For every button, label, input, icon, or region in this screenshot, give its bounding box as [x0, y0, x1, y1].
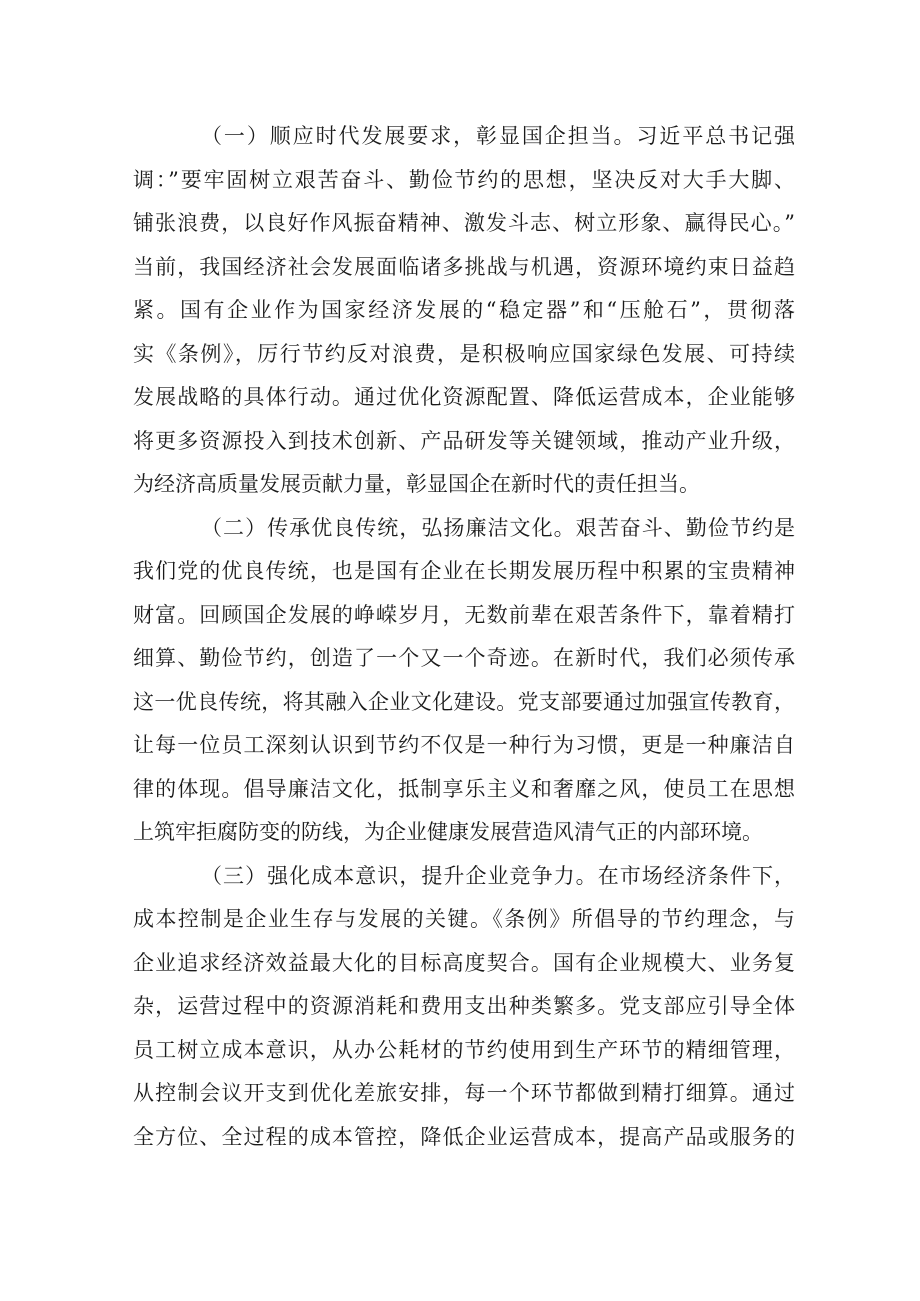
text-line: 员工树立成本意识，从办公耗材的节约使用到生产环节的精细管理， — [133, 1037, 795, 1062]
text-line: 当前，我国经济社会发展面临诸多挑战与机遇，资源环境约束日益趋 — [133, 254, 795, 279]
text-line: （一）顺应时代发展要求，彰显国企担当。习近平总书记强 — [201, 124, 795, 148]
text-line: 律的体现。倡导廉洁文化，抵制享乐主义和奢靡之风，使员工在思想 — [133, 776, 795, 801]
text-line: 上筑牢拒腐防变的防线，为企业健康发展营造风清气正的内部环境。 — [133, 820, 763, 844]
text-line: 铺张浪费，以良好作风振奋精神、激发斗志、树立形象、赢得民心。” — [133, 211, 795, 235]
text-line: （三）强化成本意识，提升企业竞争力。在市场经济条件下， — [201, 863, 795, 888]
text-line: 企业追求经济效益最大化的目标高度契合。国有企业规模大、业务复 — [133, 950, 795, 975]
text-line: 为经济高质量发展贡献力量，彰显国企在新时代的责任担当。 — [133, 472, 700, 496]
paragraph — [133, 855, 795, 1160]
document-body — [133, 115, 795, 1159]
paragraph — [133, 507, 795, 855]
text-line: 调：”要牢固树立艰苦奋斗、勤俭节约的思想，坚决反对大手大脚、 — [133, 167, 795, 192]
text-line: 紧。国有企业作为国家经济发展的“稳定器”和“压舱石”，贯彻落 — [133, 298, 795, 322]
paragraph — [133, 115, 795, 507]
text-line: 实《条例》，厉行节约反对浪费，是积极响应国家绿色发展、可持续 — [133, 341, 795, 366]
text-line: 细算、勤俭节约，创造了一个又一个奇迹。在新时代，我们必须传承 — [133, 646, 795, 670]
text-line: 发展战略的具体行动。通过优化资源配置、降低运营成本，企业能够 — [133, 385, 795, 409]
text-line: 将更多资源投入到技术创新、产品研发等关键领域，推动产业升级， — [133, 428, 795, 453]
text-line: 这一优良传统，将其融入企业文化建设。党支部要通过加强宣传教育， — [133, 689, 795, 714]
text-line: 杂，运营过程中的资源消耗和费用支出种类繁多。党支部应引导全体 — [133, 994, 795, 1018]
text-line: 从控制会议开支到优化差旅安排，每一个环节都做到精打细算。通过 — [133, 1081, 795, 1105]
text-line: 成本控制是企业生存与发展的关键。《条例》所倡导的节约理念，与 — [133, 907, 795, 931]
text-line: 全方位、全过程的成本管控，降低企业运营成本，提高产品或服务的 — [133, 1124, 795, 1149]
text-line: 让每一位员工深刻认识到节约不仅是一种行为习惯，更是一种廉洁自 — [133, 733, 795, 757]
text-line: 财富。回顾国企发展的峥嵘岁月，无数前辈在艰苦条件下，靠着精打 — [133, 602, 795, 627]
text-line: （二）传承优良传统，弘扬廉洁文化。艰苦奋斗、勤俭节约是 — [201, 515, 795, 540]
text-line: 我们党的优良传统，也是国有企业在长期发展历程中积累的宝贵精神 — [133, 559, 795, 583]
